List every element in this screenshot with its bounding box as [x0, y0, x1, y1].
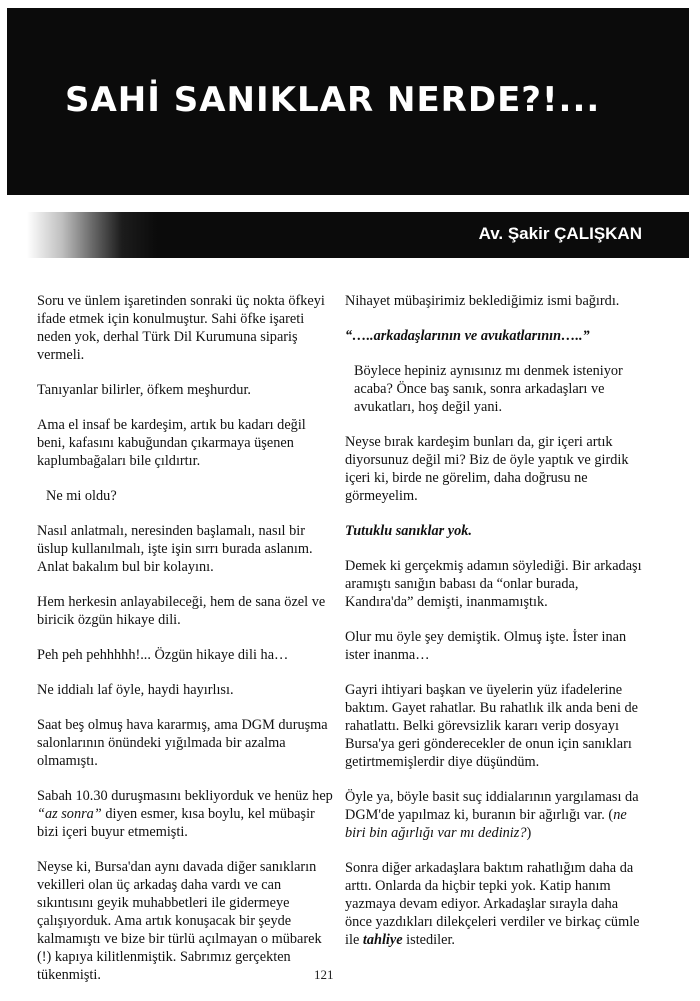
title-banner [7, 8, 689, 195]
right-column [345, 292, 648, 966]
paragraph: Demek ki gerçekmiş adamın söylediği. Bir arkadaşı aramıştı sanığın babası da “onlar burada, Kandıra'da” demişti, inanmamıştık. [345, 558, 642, 610]
paragraph-text: Öyle ya, böyle basit suç iddialarının yargılaması da DGM'de yapılmaz ki, buranın bir ağırlığı var. ( [345, 789, 639, 823]
paragraph: Gayri ihtiyari başkan ve üyelerin yüz ifadelerine baktım. Gayet rahatlar. Bu rahatlık ilk anda beni de rahatlattı. Belki görevsizlik kararı verip dosyayı Bursa'ya geri gönderecekler de onun için sanıkları getirtmemişlerdir diye düşündüm. [345, 682, 638, 770]
paragraph: Saat beş olmuş hava kararmış, ama DGM duruşma salonlarının önündeki yığılmada bir azalma olmamıştı. [37, 717, 328, 769]
emphasis-text: tahliye [362, 932, 403, 948]
page-number: 121 [314, 967, 334, 982]
paragraph: Tanıyanlar bilirler, öfkem meşhurdur. [37, 382, 252, 398]
emphasis-text: ne biri bin ağırlığı var mı dediniz? [345, 807, 627, 841]
author-bar [7, 212, 689, 258]
paragraph: Peh peh pehhhhh!... Özgün hikaye dili ha… [37, 647, 289, 663]
paragraph: Ne iddialı laf öyle, haydi hayırlısı. [37, 682, 234, 698]
paragraph [345, 788, 648, 842]
paragraph-text: Sonra diğer arkadaşlara baktım rahatlığım daha da arttı. Onlarda da hiçbir tepki yok. Katip hanım yazmaya devam ediyor. Arkadaşlar sırayla daha önce yazdıkları dilekçeleri verdiler ve birkaç cümle ile [345, 860, 640, 948]
paragraph: Ama el insaf be kardeşim, artık bu kadarı değil beni, kafasını kabuğundan çıkarmaya üşenen kaplumbağaları bile çıldırtır. [37, 417, 306, 469]
emphasis-line: Tutuklu sanıklar yok. [345, 523, 472, 539]
paragraph: Neyse ki, Bursa'dan aynı davada diğer sanıkların vekilleri olan üç arkadaş daha vardı ve can sıkıntısını geyik muhabbetleri ile gidermeye çalışıyorduk. Ama artık konuşacak bir şeyde kalmamıştı ve bize bir türlü açılmayan o mübarek (!) kapıya kilitlenmiştik. Sabrımız gerçekten tükenmişti. [37, 859, 322, 983]
paragraph: Nihayet mübaşirimiz beklediğimiz ismi bağırdı. [345, 293, 620, 309]
paragraph: Hem herkesin anlayabileceği, hem de sana özel ve biricik özgün hikaye dili. [37, 594, 326, 628]
paragraph [345, 859, 648, 949]
paragraph: Böylece hepiniz aynısınız mı denmek isteniyor acaba? Önce baş sanık, sonra arkadaşları ve avukatları, hoş değil yani. [354, 363, 623, 415]
quote-line: “…..arkadaşlarının ve avukatlarının…..” [345, 328, 590, 344]
paragraph: Soru ve ünlem işaretinden sonraki üç nokta öfkeyi ifade etmek için konulmuştur. Sahi öfke işareti neden yok, derhal Türk Dil Kurumuna sipariş vermeli. [37, 293, 325, 363]
paragraph-text: istediler. [402, 932, 456, 948]
paragraph: Nasıl anlatmalı, neresinden başlamalı, nasıl bir üslup kullanılmalı, işte işin sırrı burada aslanım. Anlat bakalım bul bir kolayını. [37, 523, 313, 575]
article-title: SAHİ SANIKLAR NERDE?!... [65, 80, 601, 120]
emphasis-text: “az sonra” [37, 806, 102, 822]
paragraph: Neyse bırak kardeşim bunları da, gir içeri artık diyorsunuz değil mi? Biz de öyle yaptık ve girdik içeri ki, birde ne görelim, daha doğrusu ne görmeyelim. [345, 434, 629, 504]
author-name: Av. Şakir ÇALIŞKAN [478, 224, 642, 243]
paragraph: Ne mi oldu? [46, 488, 117, 504]
paragraph-text: Sabah 10.30 duruşmasını bekliyorduk ve henüz hep [37, 788, 333, 804]
left-column [37, 292, 337, 1001]
paragraph: Olur mu öyle şey demiştik. Olmuş işte. İster inan ister inanma… [345, 629, 627, 663]
paragraph-text: ) [526, 825, 532, 841]
paragraph-text: diyen esmer, kısa boylu, kel mübaşir bizi içeri buyur etmemişti. [37, 806, 315, 840]
paragraph [37, 787, 337, 841]
